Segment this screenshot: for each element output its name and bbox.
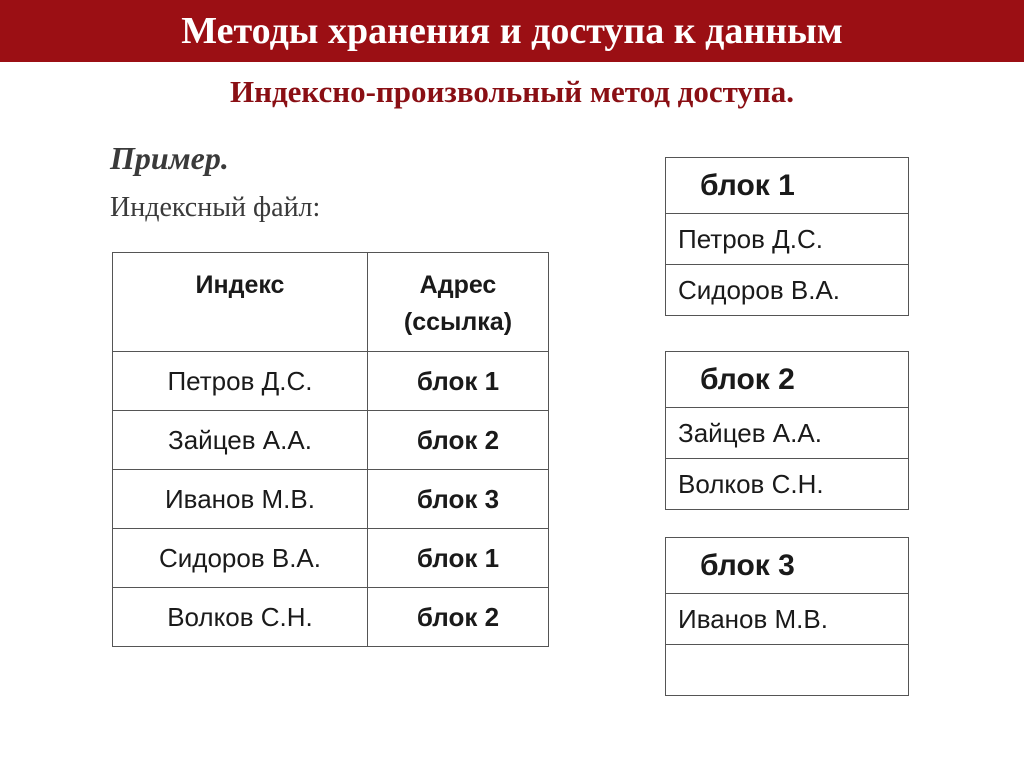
address-cell: блок 1: [367, 529, 548, 588]
block-entry-empty: [666, 645, 909, 696]
index-cell: Волков С.Н.: [113, 588, 368, 647]
block-entry: Иванов М.В.: [666, 594, 909, 645]
block-entry-row: [666, 645, 909, 696]
block-header-row: [666, 158, 909, 214]
block-2-table: [665, 351, 909, 510]
index-column-header: Индекс: [113, 253, 368, 352]
address-cell: блок 3: [367, 470, 548, 529]
block-entry: Волков С.Н.: [666, 459, 909, 510]
slide-title: Методы хранения и доступа к данным: [181, 10, 843, 52]
index-cell: Сидоров В.А.: [113, 529, 368, 588]
title-bar: [0, 0, 1024, 62]
index-cell: Иванов М.В.: [113, 470, 368, 529]
table-row: [113, 411, 549, 470]
block-entry: Сидоров В.А.: [666, 265, 909, 316]
address-header-line-1: Адрес: [419, 271, 497, 299]
block-header-row: [666, 352, 909, 408]
index-cell: Зайцев А.А.: [113, 411, 368, 470]
table-row: [113, 352, 549, 411]
block-3-table: [665, 537, 909, 696]
example-label: Пример.: [110, 140, 229, 176]
table-row: [113, 529, 549, 588]
block-entry-row: [666, 265, 909, 316]
table-row: [113, 470, 549, 529]
slide-subtitle: Индексно-произвольный метод доступа.: [229, 74, 795, 109]
table-row: [113, 588, 549, 647]
address-cell: блок 1: [367, 352, 548, 411]
address-cell: блок 2: [367, 588, 548, 647]
block-header-row: [666, 538, 909, 594]
block-1-title: блок 1: [666, 158, 909, 214]
index-table: [112, 252, 549, 647]
address-column-header: [367, 253, 548, 352]
block-1-table: [665, 157, 909, 316]
block-2-title: блок 2: [666, 352, 909, 408]
index-table-header-row: [113, 253, 549, 352]
index-file-label: Индексный файл:: [110, 192, 321, 223]
block-entry-row: [666, 459, 909, 510]
index-cell: Петров Д.С.: [113, 352, 368, 411]
block-3-title: блок 3: [666, 538, 909, 594]
address-cell: блок 2: [367, 411, 548, 470]
block-entry: Зайцев А.А.: [666, 408, 909, 459]
block-entry-row: [666, 214, 909, 265]
address-header-line-2: (ссылка): [403, 308, 513, 336]
block-entry-row: [666, 408, 909, 459]
block-entry: Петров Д.С.: [666, 214, 909, 265]
block-entry-row: [666, 594, 909, 645]
